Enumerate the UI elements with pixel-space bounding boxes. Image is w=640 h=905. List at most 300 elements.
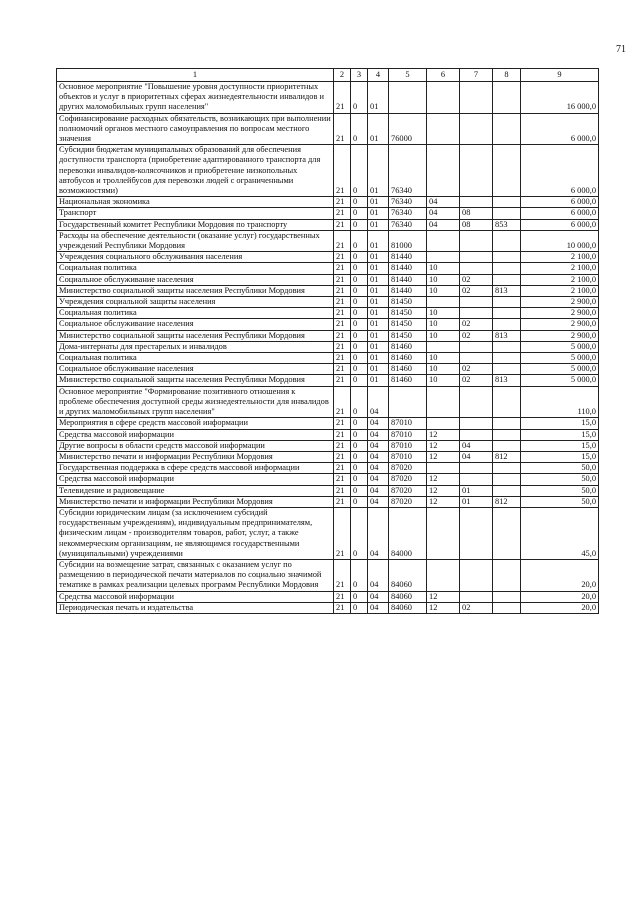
code-cell: 12 <box>427 440 460 451</box>
code-cell: 21 <box>334 330 351 341</box>
code-cell: 01 <box>368 375 389 386</box>
code-cell: 0 <box>351 208 368 219</box>
code-cell <box>493 274 521 285</box>
row-name-cell: Периодическая печать и издательства <box>57 602 334 613</box>
code-cell <box>427 252 460 263</box>
code-cell: 81440 <box>389 285 427 296</box>
code-cell: 10 <box>427 364 460 375</box>
row-name-cell: Министерство социальной защиты населения Республики Мордовия <box>57 330 334 341</box>
code-cell <box>427 145 460 197</box>
amount-cell: 5 000,0 <box>521 353 599 364</box>
code-cell: 04 <box>368 440 389 451</box>
amount-cell: 6 000,0 <box>521 197 599 208</box>
code-cell: 04 <box>368 507 389 559</box>
code-cell <box>493 145 521 197</box>
column-header: 6 <box>427 69 460 82</box>
code-cell: 01 <box>368 330 389 341</box>
code-cell: 0 <box>351 429 368 440</box>
code-cell: 0 <box>351 364 368 375</box>
row-name-cell: Телевидение и радиовещание <box>57 485 334 496</box>
table-row <box>57 208 599 219</box>
code-cell: 10 <box>427 353 460 364</box>
code-cell: 21 <box>334 451 351 462</box>
table-row <box>57 386 599 418</box>
code-cell: 04 <box>427 208 460 219</box>
amount-cell: 2 900,0 <box>521 330 599 341</box>
table-row <box>57 429 599 440</box>
code-cell: 12 <box>427 474 460 485</box>
row-name-cell: Софинансирование расходных обязательств, возникающих при выполнении полномочий органов местного самоуправления по вопросам местного значения <box>57 113 334 145</box>
code-cell: 0 <box>351 263 368 274</box>
code-cell: 87020 <box>389 474 427 485</box>
row-name-cell: Социальное обслуживание населения <box>57 319 334 330</box>
code-cell: 0 <box>351 330 368 341</box>
row-name-cell: Государственный комитет Республики Мордовия по транспорту <box>57 219 334 230</box>
code-cell: 21 <box>334 263 351 274</box>
code-cell <box>460 353 493 364</box>
code-cell <box>389 386 427 418</box>
row-name-cell: Субсидии на возмещение затрат, связанных с оказанием услуг по размещению в периодической печати материалов по социально значимой тематике в рамках реализации целевых программ Республики Мордовия <box>57 559 334 591</box>
table-row <box>57 418 599 429</box>
code-cell: 21 <box>334 429 351 440</box>
code-cell: 0 <box>351 496 368 507</box>
amount-cell: 5 000,0 <box>521 375 599 386</box>
code-cell <box>493 474 521 485</box>
code-cell: 0 <box>351 474 368 485</box>
table-row <box>57 591 599 602</box>
code-cell: 84060 <box>389 591 427 602</box>
code-cell: 02 <box>460 330 493 341</box>
row-name-cell: Социальное обслуживание населения <box>57 364 334 375</box>
code-cell: 76340 <box>389 145 427 197</box>
column-header: 9 <box>521 69 599 82</box>
code-cell: 81450 <box>389 308 427 319</box>
code-cell: 81460 <box>389 364 427 375</box>
code-cell: 04 <box>368 474 389 485</box>
amount-cell: 6 000,0 <box>521 219 599 230</box>
code-cell: 04 <box>368 386 389 418</box>
code-cell: 21 <box>334 375 351 386</box>
code-cell <box>460 507 493 559</box>
table-row <box>57 485 599 496</box>
code-cell: 01 <box>368 353 389 364</box>
amount-cell: 16 000,0 <box>521 82 599 114</box>
table-row <box>57 375 599 386</box>
code-cell: 01 <box>368 82 389 114</box>
code-cell: 81450 <box>389 330 427 341</box>
code-cell: 21 <box>334 485 351 496</box>
code-cell <box>460 418 493 429</box>
table-row <box>57 319 599 330</box>
code-cell: 01 <box>368 219 389 230</box>
code-cell <box>460 113 493 145</box>
code-cell: 81440 <box>389 274 427 285</box>
code-cell: 87020 <box>389 485 427 496</box>
code-cell: 21 <box>334 591 351 602</box>
column-header: 8 <box>493 69 521 82</box>
code-cell: 02 <box>460 364 493 375</box>
table-row <box>57 145 599 197</box>
code-cell: 01 <box>368 230 389 251</box>
code-cell: 21 <box>334 507 351 559</box>
table-row <box>57 219 599 230</box>
code-cell <box>460 463 493 474</box>
code-cell <box>493 353 521 364</box>
row-name-cell: Транспорт <box>57 208 334 219</box>
code-cell: 87010 <box>389 451 427 462</box>
code-cell: 813 <box>493 375 521 386</box>
code-cell: 0 <box>351 297 368 308</box>
row-name-cell: Расходы на обеспечение деятельности (оказание услуг) государственных учреждений Республики Мордовия <box>57 230 334 251</box>
row-name-cell: Национальная экономика <box>57 197 334 208</box>
code-cell <box>460 591 493 602</box>
code-cell <box>493 591 521 602</box>
code-cell: 01 <box>368 274 389 285</box>
page-number: 71 <box>616 44 626 55</box>
code-cell <box>493 319 521 330</box>
code-cell: 04 <box>427 219 460 230</box>
code-cell: 21 <box>334 285 351 296</box>
code-cell: 87010 <box>389 418 427 429</box>
table-body <box>57 82 599 614</box>
code-cell: 21 <box>334 474 351 485</box>
code-cell: 01 <box>368 297 389 308</box>
code-cell: 04 <box>368 485 389 496</box>
code-cell <box>427 559 460 591</box>
code-cell: 81000 <box>389 230 427 251</box>
code-cell: 21 <box>334 418 351 429</box>
code-cell: 0 <box>351 418 368 429</box>
code-cell: 853 <box>493 219 521 230</box>
code-cell <box>493 463 521 474</box>
code-cell: 0 <box>351 386 368 418</box>
code-cell: 01 <box>368 113 389 145</box>
row-name-cell: Министерство печати и информации Республики Мордовия <box>57 451 334 462</box>
code-cell: 0 <box>351 319 368 330</box>
budget-table <box>56 68 599 614</box>
code-cell <box>427 341 460 352</box>
code-cell <box>460 197 493 208</box>
code-cell: 21 <box>334 386 351 418</box>
table-row <box>57 230 599 251</box>
code-cell <box>493 418 521 429</box>
code-cell: 02 <box>460 285 493 296</box>
code-cell: 01 <box>368 145 389 197</box>
code-cell <box>493 429 521 440</box>
code-cell <box>493 297 521 308</box>
table-row <box>57 330 599 341</box>
code-cell: 01 <box>368 341 389 352</box>
table-row <box>57 252 599 263</box>
code-cell: 0 <box>351 230 368 251</box>
table-row <box>57 113 599 145</box>
code-cell: 21 <box>334 440 351 451</box>
table-row <box>57 341 599 352</box>
row-name-cell: Дома-интернаты для престарелых и инвалидов <box>57 341 334 352</box>
code-cell: 21 <box>334 230 351 251</box>
row-name-cell: Министерство социальной защиты населения Республики Мордовия <box>57 375 334 386</box>
code-cell: 01 <box>460 496 493 507</box>
table-row <box>57 308 599 319</box>
code-cell <box>427 418 460 429</box>
code-cell: 81440 <box>389 252 427 263</box>
amount-cell: 2 900,0 <box>521 308 599 319</box>
amount-cell: 50,0 <box>521 485 599 496</box>
amount-cell: 110,0 <box>521 386 599 418</box>
code-cell: 02 <box>460 602 493 613</box>
table-row <box>57 353 599 364</box>
code-cell: 0 <box>351 559 368 591</box>
amount-cell: 6 000,0 <box>521 145 599 197</box>
column-header: 2 <box>334 69 351 82</box>
amount-cell: 50,0 <box>521 463 599 474</box>
amount-cell: 45,0 <box>521 507 599 559</box>
code-cell: 21 <box>334 319 351 330</box>
code-cell: 0 <box>351 507 368 559</box>
code-cell: 81460 <box>389 353 427 364</box>
code-cell: 12 <box>427 485 460 496</box>
table-row <box>57 559 599 591</box>
code-cell: 04 <box>368 602 389 613</box>
code-cell: 76340 <box>389 208 427 219</box>
table-row <box>57 507 599 559</box>
code-cell <box>460 429 493 440</box>
code-cell: 10 <box>427 319 460 330</box>
code-cell: 08 <box>460 208 493 219</box>
code-cell: 0 <box>351 353 368 364</box>
row-name-cell: Министерство печати и информации Республики Мордовия <box>57 496 334 507</box>
code-cell: 21 <box>334 353 351 364</box>
code-cell: 04 <box>368 418 389 429</box>
code-cell: 812 <box>493 451 521 462</box>
code-cell: 01 <box>460 485 493 496</box>
amount-cell: 5 000,0 <box>521 364 599 375</box>
code-cell: 81440 <box>389 263 427 274</box>
code-cell: 02 <box>460 375 493 386</box>
table-row <box>57 297 599 308</box>
code-cell: 04 <box>368 463 389 474</box>
code-cell <box>460 145 493 197</box>
code-cell: 10 <box>427 274 460 285</box>
code-cell <box>460 263 493 274</box>
code-cell: 84060 <box>389 602 427 613</box>
amount-cell: 2 100,0 <box>521 274 599 285</box>
row-name-cell: Средства массовой информации <box>57 474 334 485</box>
amount-cell: 15,0 <box>521 440 599 451</box>
code-cell: 0 <box>351 451 368 462</box>
code-cell: 87020 <box>389 463 427 474</box>
code-cell: 76340 <box>389 219 427 230</box>
amount-cell: 15,0 <box>521 451 599 462</box>
table-row <box>57 496 599 507</box>
column-header: 5 <box>389 69 427 82</box>
amount-cell: 2 100,0 <box>521 263 599 274</box>
code-cell: 12 <box>427 451 460 462</box>
code-cell: 81450 <box>389 297 427 308</box>
table-row <box>57 263 599 274</box>
column-header: 7 <box>460 69 493 82</box>
code-cell <box>493 197 521 208</box>
row-name-cell: Основное мероприятие "Формирование позитивного отношения к проблеме обеспечения доступной среды жизнедеятельности для инвалидов и других маломобильных групп населения" <box>57 386 334 418</box>
row-name-cell: Субсидии юридическим лицам (за исключением субсидий государственным учреждениям), индивидуальным предпринимателям, физическим лицам - производителям товаров, работ, услуг, а также некоммерческим организациям, не являющимся государственными (муниципальными) учреждениями <box>57 507 334 559</box>
code-cell: 0 <box>351 308 368 319</box>
code-cell: 01 <box>368 252 389 263</box>
code-cell <box>427 113 460 145</box>
code-cell <box>460 308 493 319</box>
code-cell: 21 <box>334 308 351 319</box>
code-cell <box>427 463 460 474</box>
amount-cell: 5 000,0 <box>521 341 599 352</box>
code-cell <box>493 113 521 145</box>
code-cell: 10 <box>427 285 460 296</box>
code-cell <box>493 308 521 319</box>
code-cell: 87010 <box>389 429 427 440</box>
code-cell <box>493 485 521 496</box>
code-cell <box>389 82 427 114</box>
code-cell: 21 <box>334 82 351 114</box>
amount-cell: 6 000,0 <box>521 208 599 219</box>
code-cell <box>493 507 521 559</box>
code-cell: 21 <box>334 208 351 219</box>
row-name-cell: Средства массовой информации <box>57 591 334 602</box>
code-cell <box>493 440 521 451</box>
table-row <box>57 274 599 285</box>
code-cell <box>493 82 521 114</box>
header-row <box>57 69 599 82</box>
row-name-cell: Социальная политика <box>57 308 334 319</box>
code-cell: 0 <box>351 82 368 114</box>
code-cell: 10 <box>427 308 460 319</box>
code-cell: 0 <box>351 285 368 296</box>
code-cell: 01 <box>368 364 389 375</box>
code-cell <box>493 341 521 352</box>
code-cell: 01 <box>368 285 389 296</box>
code-cell: 0 <box>351 591 368 602</box>
code-cell <box>427 507 460 559</box>
row-name-cell: Министерство социальной защиты населения Республики Мордовия <box>57 285 334 296</box>
amount-cell: 10 000,0 <box>521 230 599 251</box>
table-row <box>57 602 599 613</box>
amount-cell: 2 900,0 <box>521 297 599 308</box>
code-cell: 76340 <box>389 197 427 208</box>
amount-cell: 15,0 <box>521 418 599 429</box>
code-cell: 08 <box>460 219 493 230</box>
code-cell: 21 <box>334 364 351 375</box>
code-cell: 01 <box>368 263 389 274</box>
column-header: 3 <box>351 69 368 82</box>
amount-cell: 2 900,0 <box>521 319 599 330</box>
code-cell <box>460 559 493 591</box>
code-cell: 21 <box>334 113 351 145</box>
row-name-cell: Социальная политика <box>57 263 334 274</box>
code-cell: 04 <box>368 451 389 462</box>
code-cell: 12 <box>427 591 460 602</box>
code-cell: 0 <box>351 375 368 386</box>
code-cell <box>493 364 521 375</box>
amount-cell: 20,0 <box>521 602 599 613</box>
code-cell <box>493 230 521 251</box>
code-cell: 01 <box>368 308 389 319</box>
row-name-cell: Средства массовой информации <box>57 429 334 440</box>
code-cell <box>460 297 493 308</box>
code-cell: 0 <box>351 440 368 451</box>
row-name-cell: Учреждения социальной защиты населения <box>57 297 334 308</box>
amount-cell: 20,0 <box>521 559 599 591</box>
code-cell <box>427 297 460 308</box>
code-cell <box>493 252 521 263</box>
code-cell: 02 <box>460 319 493 330</box>
table-row <box>57 197 599 208</box>
row-name-cell: Учреждения социального обслуживания населения <box>57 252 334 263</box>
row-name-cell: Государственная поддержка в сфере средств массовой информации <box>57 463 334 474</box>
amount-cell: 6 000,0 <box>521 113 599 145</box>
table-row <box>57 364 599 375</box>
code-cell <box>460 230 493 251</box>
code-cell: 04 <box>368 559 389 591</box>
code-cell <box>493 559 521 591</box>
code-cell <box>493 386 521 418</box>
table-row <box>57 82 599 114</box>
code-cell: 812 <box>493 496 521 507</box>
row-name-cell: Субсидии бюджетам муниципальных образований для обеспечения доступности транспорта (приобретение адаптированного транспорта для перевозки инвалидов-колясочников и приобретение низкопольных автобусов и троллейбусов для перевозки людей с ограниченными возможностями) <box>57 145 334 197</box>
code-cell: 0 <box>351 252 368 263</box>
code-cell <box>493 208 521 219</box>
code-cell: 21 <box>334 341 351 352</box>
code-cell: 0 <box>351 219 368 230</box>
code-cell: 04 <box>368 591 389 602</box>
table-row <box>57 474 599 485</box>
amount-cell: 50,0 <box>521 496 599 507</box>
code-cell: 813 <box>493 330 521 341</box>
code-cell: 21 <box>334 274 351 285</box>
code-cell: 21 <box>334 297 351 308</box>
row-name-cell: Основное мероприятие "Повышение уровня доступности приоритетных объектов и услуг в приоритетных сферах жизнедеятельности инвалидов и других маломобильных групп населения" <box>57 82 334 114</box>
table-row <box>57 451 599 462</box>
code-cell: 21 <box>334 559 351 591</box>
row-name-cell: Мероприятия в сфере средств массовой информации <box>57 418 334 429</box>
code-cell: 81460 <box>389 341 427 352</box>
code-cell: 81450 <box>389 319 427 330</box>
column-header: 4 <box>368 69 389 82</box>
code-cell <box>460 474 493 485</box>
code-cell <box>460 341 493 352</box>
column-header: 1 <box>57 69 334 82</box>
code-cell <box>427 386 460 418</box>
code-cell: 84000 <box>389 507 427 559</box>
amount-cell: 2 100,0 <box>521 252 599 263</box>
code-cell: 21 <box>334 496 351 507</box>
code-cell: 21 <box>334 602 351 613</box>
code-cell: 21 <box>334 219 351 230</box>
code-cell: 12 <box>427 602 460 613</box>
code-cell: 10 <box>427 263 460 274</box>
code-cell: 0 <box>351 602 368 613</box>
code-cell <box>460 386 493 418</box>
row-name-cell: Другие вопросы в области средств массовой информации <box>57 440 334 451</box>
code-cell: 01 <box>368 197 389 208</box>
code-cell: 84060 <box>389 559 427 591</box>
code-cell: 12 <box>427 496 460 507</box>
code-cell: 10 <box>427 375 460 386</box>
amount-cell: 50,0 <box>521 474 599 485</box>
code-cell <box>427 230 460 251</box>
code-cell: 76000 <box>389 113 427 145</box>
code-cell: 21 <box>334 252 351 263</box>
code-cell: 87010 <box>389 440 427 451</box>
table-row <box>57 285 599 296</box>
code-cell: 0 <box>351 274 368 285</box>
amount-cell: 20,0 <box>521 591 599 602</box>
